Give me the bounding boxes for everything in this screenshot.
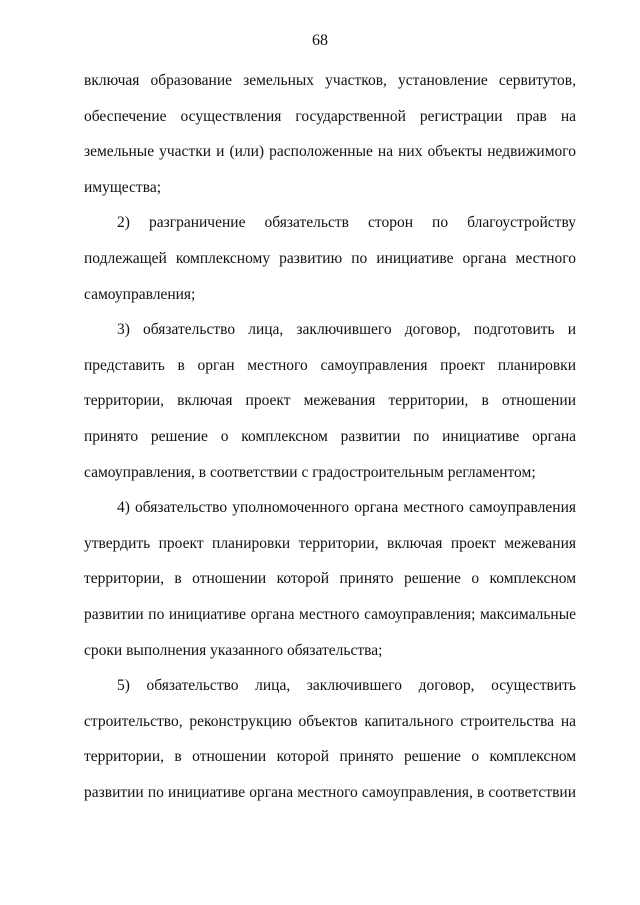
text-line: самоуправления; bbox=[84, 285, 196, 303]
text-line: сроки выполнения указанного обязательства; bbox=[84, 641, 383, 659]
document-body bbox=[84, 63, 576, 810]
paragraph-1-continuation bbox=[84, 63, 576, 205]
text-line: развитии по инициативе органа местного самоуправления; максимальные bbox=[84, 605, 576, 623]
text-line: имущества; bbox=[84, 178, 162, 196]
text-line: 2) разграничение обязательств сторон по благоустройству bbox=[117, 214, 576, 232]
text-line: развитии по инициативе органа местного самоуправления, в соответствии bbox=[84, 783, 576, 801]
page-number: 68 bbox=[312, 32, 328, 49]
text-line: утвердить проект планировки территории, включая проект межевания bbox=[84, 534, 576, 552]
text-line: 4) обязательство уполномоченного органа местного самоуправления bbox=[117, 499, 576, 517]
text-line: принято решение о комплексном развитии по инициативе органа bbox=[84, 427, 576, 445]
text-line: включая образование земельных участков, установление сервитутов, bbox=[84, 72, 576, 89]
text-line: представить в орган местного самоуправления проект планировки bbox=[84, 356, 576, 374]
text-line: территории, в отношении которой принято решение о комплексном bbox=[84, 570, 576, 588]
text-line: 3) обязательство лица, заключившего договор, подготовить и bbox=[117, 321, 576, 339]
text-line: самоуправления, в соответствии с градостроительным регламентом; bbox=[84, 463, 536, 481]
text-line: земельные участки и (или) расположенные на них объекты недвижимого bbox=[84, 143, 576, 161]
text-line: подлежащей комплексному развитию по инициативе органа местного bbox=[84, 249, 576, 267]
text-line: 5) обязательство лица, заключившего договор, осуществить bbox=[117, 677, 576, 695]
text-line: территории, включая проект межевания территории, в отношении bbox=[84, 392, 576, 410]
list-item-4 bbox=[84, 490, 576, 668]
list-item-3 bbox=[84, 312, 576, 490]
text-line: строительство, реконструкцию объектов капитального строительства на bbox=[84, 712, 576, 730]
text-line: территории, в отношении которой принято решение о комплексном bbox=[84, 748, 576, 766]
list-item-5 bbox=[84, 668, 576, 810]
list-item-2 bbox=[84, 205, 576, 312]
text-line: обеспечение осуществления государственной регистрации прав на bbox=[84, 107, 576, 125]
